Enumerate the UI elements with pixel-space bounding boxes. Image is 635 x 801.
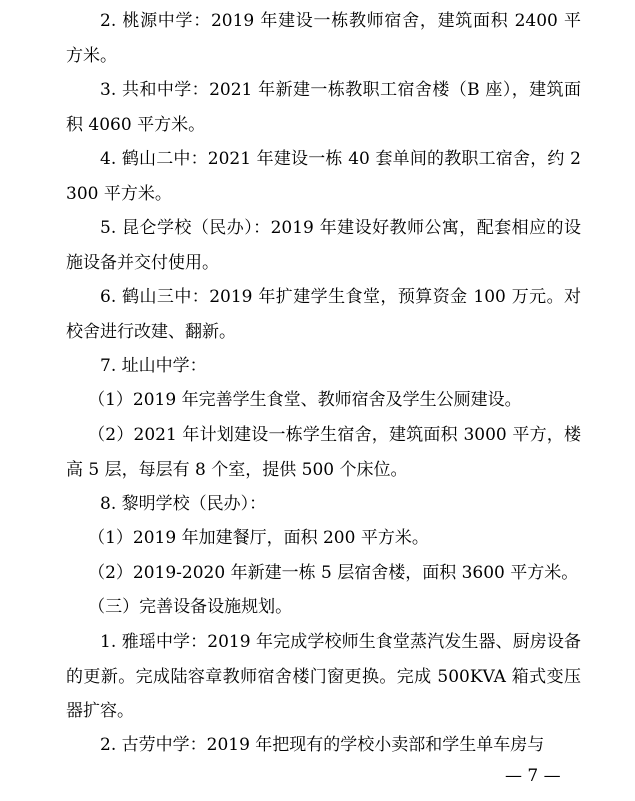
paragraph-liming: 8. 黎明学校（民办）： (100, 494, 267, 514)
paragraph-gulao: 2. 古劳中学：2019 年把现有的学校小卖部和学生单车房与 (100, 735, 545, 755)
paragraph-heshan-3: 6. 鹤山三中：2019 年扩建学生食堂，预算资金 100 万元。对校舍进行改建、翻新。 (66, 287, 581, 342)
section-heading-equipment: （三）完善设备设施规划。 (88, 597, 293, 617)
paragraph-heshan-2: 4. 鹤山二中：2021 年建设一栋 40 套单间的教职工宿舍，约 2300 平方米。 (66, 149, 581, 204)
paragraph-zhishan-1: （1）2019 年完善学生食堂、教师宿舍及学生公厕建设。 (88, 390, 522, 410)
paragraph-taoyuan: 2. 桃源中学：2019 年建设一栋教师宿舍，建筑面积 2400 平方米。 (66, 11, 581, 66)
paragraph-gonghe: 3. 共和中学：2021 年新建一栋教职工宿舍楼（B 座），建筑面积 4060 平方米。 (66, 80, 581, 135)
paragraph-zhishan: 7. 址山中学： (100, 356, 207, 376)
paragraph-yayao: 1. 雅瑶中学：2019 年完成学校师生食堂蒸汽发生器、厨房设备的更新。完成陆容章教师宿舍楼门窗更换。完成 500KVA 箱式变压器扩容。 (66, 632, 581, 721)
paragraph-liming-1: （1）2019 年加建餐厅，面积 200 平方米。 (88, 528, 429, 548)
paragraph-kunlun: 5. 昆仑学校（民办）：2019 年建设好教师公寓，配套相应的设施设备并交付使用。 (66, 218, 581, 273)
page-number: — 7 — (505, 766, 561, 786)
paragraph-liming-2: （2）2019-2020 年新建一栋 5 层宿舍楼，面积 3600 平方米。 (88, 563, 579, 583)
paragraph-zhishan-2: （2）2021 年计划建设一栋学生宿舍，建筑面积 3000 平方，楼高 5 层，每层有 8 个室，提供 500 个床位。 (66, 425, 581, 480)
